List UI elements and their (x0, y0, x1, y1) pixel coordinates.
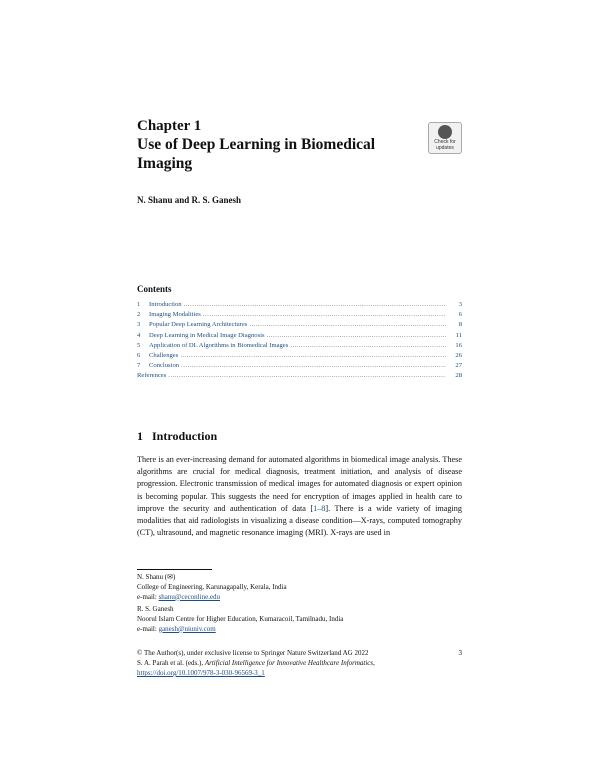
toc-title: Popular Deep Learning Architectures (149, 321, 248, 329)
toc-page: 8 (458, 321, 462, 329)
contents-heading: Contents (137, 284, 172, 294)
toc-entry-references[interactable] (137, 371, 462, 381)
toc-leader (290, 341, 446, 351)
book-title: Artificial Intelligence for Innovative Healthcare Informatics (204, 659, 374, 667)
toc-entry[interactable] (137, 320, 462, 330)
author1-name: N. Shanu (✉) (137, 573, 176, 581)
toc-leader (168, 371, 446, 381)
toc-title: Application of DL Algorithms in Biomedical Images (149, 341, 289, 349)
toc-title: Introduction (149, 301, 182, 308)
author1-email-link[interactable]: shanu@ceconline.edu (158, 592, 221, 601)
toc-number: 4 (137, 331, 141, 339)
section-title: Introduction (152, 429, 218, 443)
badge-text-line2: updates (436, 145, 454, 151)
toc-leader (249, 320, 446, 330)
toc-entry[interactable] (137, 351, 462, 361)
copyright-line: © The Author(s), under exclusive license to Springer Nature Switzerland AG 2022 (137, 649, 369, 657)
badge-text-line1: Check for (434, 139, 456, 145)
toc-entry[interactable] (137, 341, 462, 351)
toc-title: Imaging Modalities (149, 311, 201, 319)
toc-page: 16 (455, 341, 462, 349)
check-for-updates-badge[interactable] (428, 122, 462, 154)
author2-affiliation: Noorul Islam Centre for Higher Education, Kumaracoil, Tamilnadu, India (137, 614, 344, 623)
toc-title: Deep Learning in Medical Image Diagnosis (149, 331, 265, 339)
intro-text: There is an ever-increasing demand for automated algorithms in biomedical image analysis. These algorithms are crucial for medical diagnosis, treatment initiation, and analysis of disease progression. Electronic transmission of medical images for automated diagnosis or expert opinion is becoming popular. This suggests the need for encryption of images applied in health care to improve the security and authentication of data [ (137, 455, 462, 513)
doi-link[interactable]: https://doi.org/10.1007/978-3-030-96569-3_1 (137, 669, 265, 677)
toc-entry[interactable] (137, 310, 462, 320)
toc-page: 6 (458, 311, 462, 319)
author2-email-link[interactable]: ganesh@niuniv.com (158, 624, 216, 633)
toc-title: Challenges (149, 352, 179, 360)
footnote-divider (137, 569, 212, 570)
toc-number: 3 (137, 321, 141, 329)
toc-page: 28 (455, 372, 462, 380)
toc-title: References (137, 372, 167, 380)
intro-text-continued: ]. There is a wide variety of imaging modalities that aid radiologists in visualizing a disease condition—X-rays, computed tomography (CT), ultrasound, and magnetic resonance imaging (MRI). X-rays are used in (137, 503, 462, 538)
author2-name: R. S. Ganesh (137, 605, 174, 613)
author1-footnote (137, 573, 477, 602)
toc-title: Conclusion (149, 362, 180, 370)
citation-prefix: S. A. Parah et al. (eds.), (137, 659, 205, 667)
page-number: 3 (458, 649, 462, 657)
toc-leader (184, 300, 446, 310)
author1-email-line (137, 593, 477, 603)
email-label: e-mail: (137, 592, 159, 601)
toc-leader (181, 361, 446, 371)
toc-page: 3 (458, 301, 462, 308)
author2-email-line (137, 625, 477, 635)
toc-number: 5 (137, 341, 141, 349)
bookmark-icon (438, 125, 452, 139)
author1-affiliation: College of Engineering, Karunagapally, Kerala, India (137, 582, 287, 591)
toc-entry[interactable] (137, 300, 462, 310)
toc-page: 26 (455, 352, 462, 360)
table-of-contents (137, 300, 462, 382)
toc-number: 7 (137, 362, 141, 370)
toc-page: 27 (455, 362, 462, 370)
chapter-title: Use of Deep Learning in Biomedical Imaging (137, 136, 376, 172)
toc-leader (203, 310, 446, 320)
toc-leader (180, 351, 446, 361)
citation-link[interactable]: 1–8 (313, 503, 326, 513)
toc-entry[interactable] (137, 361, 462, 371)
copyright-block (137, 648, 462, 678)
section-heading (137, 429, 217, 444)
toc-entry[interactable] (137, 331, 462, 341)
section-number: 1 (137, 429, 143, 443)
intro-paragraph (137, 454, 462, 539)
author-line: N. Shanu and R. S. Ganesh (137, 195, 242, 205)
book-citation-line (137, 658, 462, 668)
citation-suffix: , (373, 659, 375, 667)
author2-footnote (137, 605, 477, 634)
chapter-label: Chapter 1 (137, 118, 202, 134)
toc-page: 11 (455, 331, 462, 339)
toc-number: 2 (137, 311, 141, 319)
toc-leader (267, 331, 446, 341)
toc-number: 1 (137, 301, 141, 308)
toc-number: 6 (137, 352, 141, 360)
email-label: e-mail: (137, 624, 159, 633)
